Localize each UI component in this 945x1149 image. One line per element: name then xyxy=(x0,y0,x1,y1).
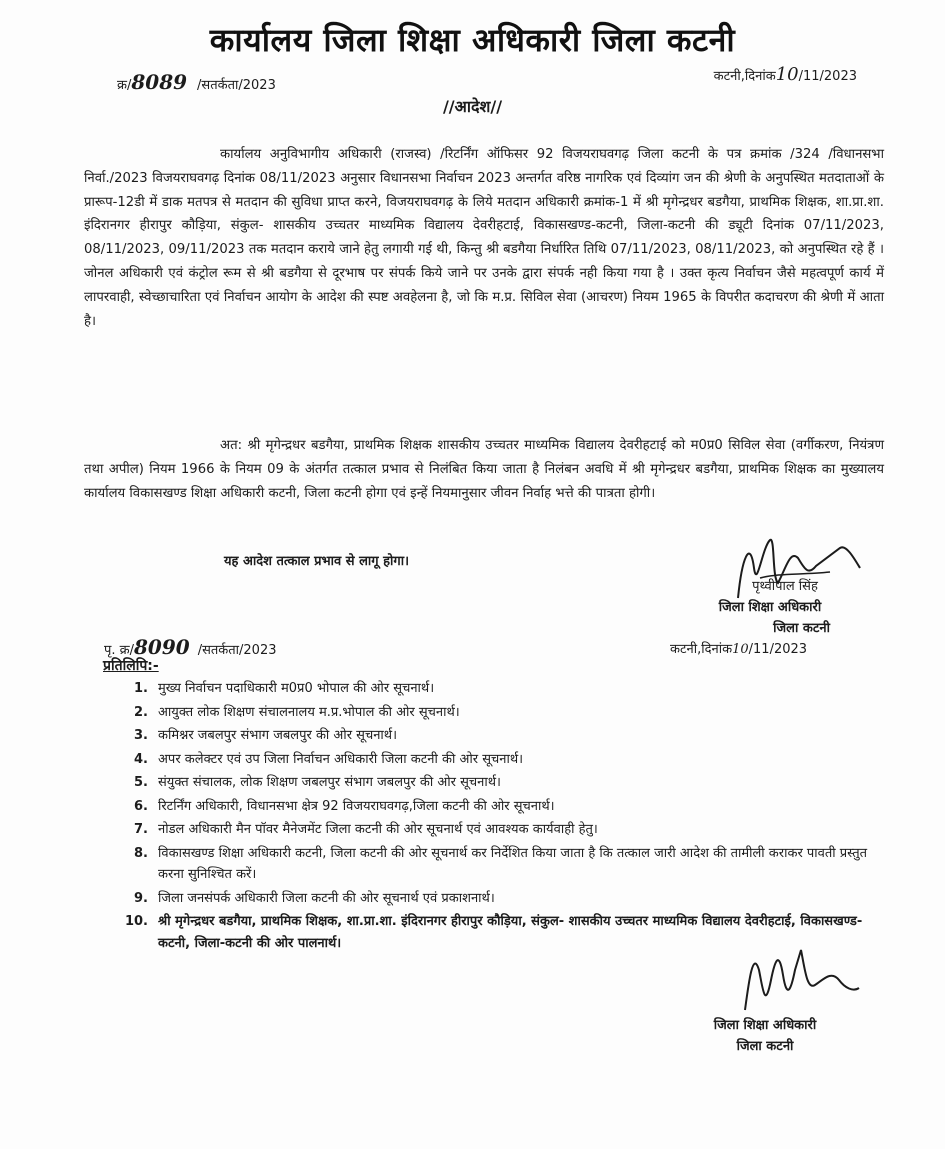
paragraph-2-text: अत: श्री मृगेन्द्रधर बडगैया, प्राथमिक शिक्षक शासकीय उच्चतर माध्यमिक विद्यालय देवरीहटाई को म0प्र0 सिविल सेवा (वर्गीकरण, नियंत्रण तथा अपील) नियम 1966 के नियम 09 के अंतर्गत तत्काल प्रभाव से निलंबित किया जाता है निलंबन अवधि में श्री मृगेन्द्रधर बडगैया, प्राथमिक शिक्षक का मुख्यालय कार्यालय विकासखण्ड शिक्षा अधिकारी कटनी, जिला कटनी होगा एवं इन्हें नियमानुसार जीवन निर्वाह भत्ते की पात्रता होगी। xyxy=(84,438,884,501)
list-item: 1. मुख्य निर्वाचन पदाधिकारी म0प्र0 भोपाल की ओर सूचनार्थ। xyxy=(134,681,435,696)
copy-list xyxy=(120,678,880,956)
signatory-1-date-suffix: /11/2023 xyxy=(748,642,808,657)
copy-ref-suffix: /सतर्कता/2023 xyxy=(197,643,277,658)
copy-ref-number: 8090 xyxy=(134,635,190,659)
ref-number: 8089 xyxy=(131,70,188,94)
order-paragraph-1 xyxy=(84,143,884,333)
effect-line: यह आदेश तत्काल प्रभाव से लागू होगा। xyxy=(224,554,410,569)
list-item: 7. नोडल अधिकारी मैन पॉवर मैनेजमेंट जिला कटनी की ओर सूचनार्थ एवं आवश्यक कार्यवाही हेतु। xyxy=(134,822,598,837)
list-item: 6. रिटर्निंग अधिकारी, विधानसभा क्षेत्र 92 विजयराघवगढ़,जिला कटनी की ओर सूचनार्थ। xyxy=(134,798,555,814)
signatory-2-designation: जिला शिक्षा अधिकारी xyxy=(713,1018,817,1033)
ref-prefix: क्र/ xyxy=(117,78,132,93)
list-item: 10. श्री मृगेन्द्रधर बडगैया, प्राथमिक शिक्षक, शा.प्रा.शा. इंदिरानगर हीरापुर कौड़िया, संकुल- शासकीय उच्चतर माध्यमिक विद्यालय देवरीहटाई, विकासखण्ड-कटनी, जिला-कटनी की ओर पालनार्थ। xyxy=(124,914,863,951)
list-item: 8. विकासखण्ड शिक्षा अधिकारी कटनी, जिला कटनी की ओर सूचनार्थ कर निर्देशित किया जाता है कि तत्काल जारी आदेश की तामीली कराकर पावती प्रस्तुत करना सुनिश्चित करें। xyxy=(134,845,868,882)
date-day: 10 xyxy=(775,64,799,85)
list-item: 2. आयुक्त लोक शिक्षण संचालनालय म.प्र.भोपाल की ओर सूचनार्थ। xyxy=(134,704,460,720)
paragraph-1-text: कार्यालय अनुविभागीय अधिकारी (राजस्व) /रिटर्निंग ऑफिसर 92 विजयराघवगढ़ जिला कटनी के पत्र क्रमांक /324 /विधानसभा निर्वा./2023 विजयराघवगढ़ दिनांक 08/11/2023 अनुसार विधानसभा निर्वाचन 2023 अन्तर्गत वरिष्ठ नागरिक एवं दिव्यांग जन की श्रेणी के अनुपस्थित मतदाताओं के प्रारूप-12डी में डाक मतपत्र से मतदान की सुविधा प्राप्त करने, विजयराघवगढ़ के लिये मतदान अधिकारी क्रमांक-1 में श्री मृगेन्द्रधर बडगैया, प्राथमिक शिक्षक, शा.प्रा.शा. इंदिरानगर हीरापुर कौड़िया, संकुल- शासकीय उच्चतर माध्यमिक विद्यालय देवरीहटाई, विकासखण्ड-कटनी, जिला-कटनी की ड्यूटी दिनांक 07/11/2023, 08/11/2023, 09/11/2023 तक मतदान कराये जाने हेतु लगायी गई थी, किन्तु श्री बडगैया निर्धारित तिथि 07/11/2023, 08/11/2023, को अनुपस्थित रहे हैं । जोनल अधिकारी एवं कंट्रोल रूम से श्री बडगैया से दूरभाष पर संपर्क किये जाने पर उनके द्वारा संपर्क नही किया गया है । उक्त कृत्य निर्वाचन जैसे महत्वपूर्ण कार्य में लापरवाही, स्वेच्छाचारिता एवं निर्वाचन आयोग के आदेश की स्पष्ट अवहेलना है, जो कि म.प्र. सिविल सेवा (आचरण) नियम 1965 के विपरीत कदाचरण की श्रेणी में आता है। xyxy=(84,147,884,329)
date-prefix: कटनी,दिनांक xyxy=(713,69,776,84)
signatory-1-place: जिला कटनी xyxy=(773,621,830,636)
signatory-1-date-prefix: कटनी,दिनांक xyxy=(670,642,733,657)
copy-ref-prefix: पृ. क्र/ xyxy=(104,643,135,658)
order-paragraph-2 xyxy=(84,434,884,505)
signatory-2 xyxy=(685,1015,845,1057)
list-item: 9. जिला जनसंपर्क अधिकारी जिला कटनी की ओर सूचनार्थ एवं प्रकाशनार्थ। xyxy=(134,890,495,906)
signatory-1-designation: जिला शिक्षा अधिकारी xyxy=(718,600,822,615)
ref-suffix: /सतर्कता/2023 xyxy=(197,78,276,93)
order-heading: //आदेश// xyxy=(442,97,503,116)
list-item: 4. अपर कलेक्टर एवं उप जिला निर्वाचन अधिकारी जिला कटनी की ओर सूचनार्थ। xyxy=(134,751,524,767)
signature-2-mark xyxy=(735,940,865,1020)
list-item: 3. कमिश्नर जबलपुर संभाग जबलपुर की ओर सूचनार्थ। xyxy=(134,728,398,743)
signatory-1 xyxy=(660,576,880,660)
copy-heading: प्रतिलिपि:- xyxy=(103,658,159,674)
signatory-1-name: पृथ्वीपाल सिंह xyxy=(752,579,818,594)
signatory-1-date-day: 10 xyxy=(732,642,749,657)
signatory-2-place: जिला कटनी xyxy=(736,1039,794,1054)
order-date xyxy=(714,64,857,85)
date-suffix: /11/2023 xyxy=(798,69,857,84)
order-reference xyxy=(117,70,276,94)
office-title: कार्यालय जिला शिक्षा अधिकारी जिला कटनी xyxy=(209,21,736,59)
list-item: 5. संयुक्त संचालक, लोक शिक्षण जबलपुर संभाग जबलपुर की ओर सूचनार्थ। xyxy=(134,775,501,790)
signatory-1-date xyxy=(660,639,880,660)
